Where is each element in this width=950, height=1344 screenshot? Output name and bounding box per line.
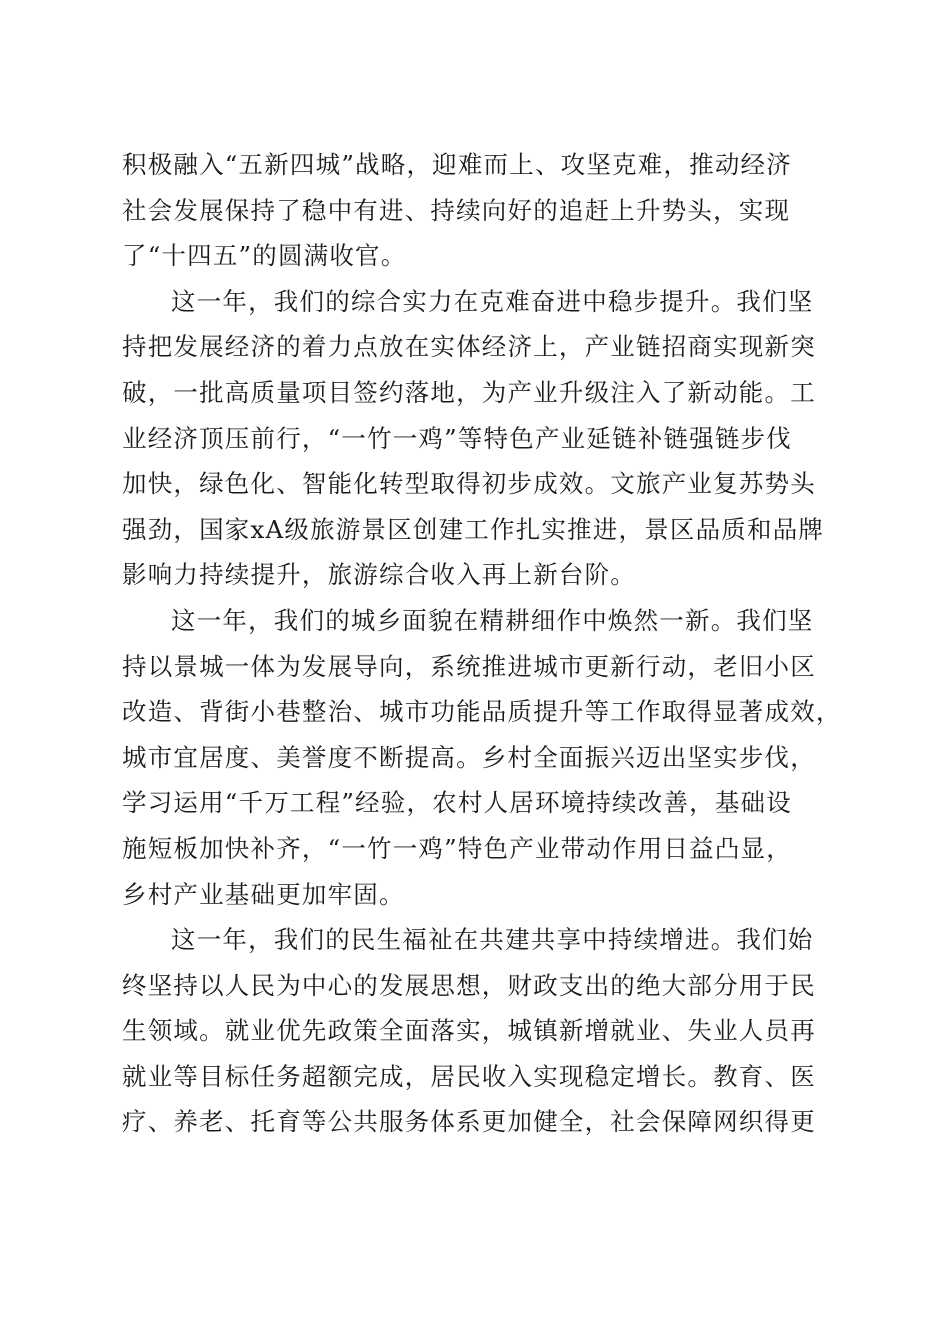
text-line: 积极融入“五新四城”战略，迎难而上、攻坚克难，推动经济 [122, 150, 792, 179]
text-line: 强劲，国家xA级旅游景区创建工作扎实推进，景区品质和品牌 [122, 514, 825, 544]
text-line: 生领域。就业优先政策全面落实，城镇新增就业、失业人员再 [122, 1016, 816, 1046]
text-line: 改造、背街小巷整治、城市功能品质提升等工作取得显著成效， [122, 697, 842, 727]
text-line: 施短板加快补齐，“一竹一鸡”特色产业带动作用日益凸显， [122, 833, 792, 863]
text-line: 学习运用“千万工程”经验，农村人居环境持续改善，基础设 [122, 788, 792, 818]
text-line: 影响力持续提升，旅游综合收入再上新台阶。 [122, 560, 636, 590]
paragraph-first-line: 这一年，我们的综合实力在克难奋进中稳步提升。我们坚 [171, 286, 814, 316]
text-line: 乡村产业基础更加牢固。 [122, 879, 405, 909]
text-line: 了“十四五”的圆满收官。 [122, 241, 407, 271]
paragraph-first-line: 这一年，我们的城乡面貌在精耕细作中焕然一新。我们坚 [171, 605, 814, 635]
text-line: 社会发展保持了稳中有进、持续向好的追赶上升势头，实现 [122, 195, 791, 225]
text-line: 城市宜居度、美誉度不断提高。乡村全面振兴迈出坚实步伐， [122, 742, 816, 772]
paragraph-first-line: 这一年，我们的民生福祉在共建共享中持续增进。我们始 [171, 925, 814, 955]
text-line: 持以景城一体为发展导向，系统推进城市更新行动，老旧小区 [122, 651, 816, 681]
text-line: 疗、养老、托育等公共服务体系更加健全，社会保障网织得更 [122, 1107, 816, 1137]
text-line: 破，一批高质量项目签约落地，为产业升级注入了新动能。工 [122, 377, 816, 407]
text-line: 持把发展经济的着力点放在实体经济上，产业链招商实现新突 [122, 332, 816, 362]
text-line: 就业等目标任务超额完成，居民收入实现稳定增长。教育、医 [122, 1061, 816, 1091]
text-line: 加快，绿色化、智能化转型取得初步成效。文旅产业复苏势头 [122, 469, 816, 499]
text-line: 终坚持以人民为中心的发展思想，财政支出的绝大部分用于民 [122, 970, 816, 1000]
document-body [122, 142, 842, 1145]
text-line: 业经济顶压前行，“一竹一鸡”等特色产业延链补链强链步伐 [122, 423, 792, 453]
